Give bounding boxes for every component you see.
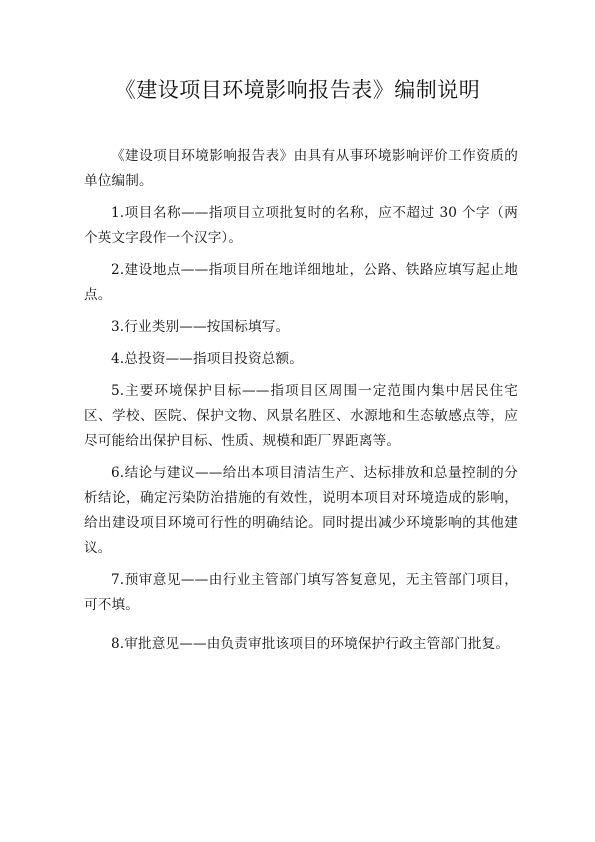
item-approval: 8.审批意见——由负责审批该项目的环境保护行政主管部门批复。: [111, 636, 510, 652]
document-body: [84, 144, 518, 664]
item-industry-category: 3.行业类别——按国标填写。: [111, 319, 290, 335]
item-total-investment: 4.总投资——指项目投资总额。: [111, 351, 303, 367]
intro-paragraph: 《建设项目环境影响报告表》由具有从事环境影响评价工作资质的单位编制。: [84, 148, 518, 189]
item-conclusions: 6.结论与建议——给出本项目清洁生产、达标排放和总量控制的分析结论，确定污染防治措施的有效性，说明本项目对环境造成的影响，给出建设项目环境可行性的明确结论。同时提出减少环境影响的其他建议。: [84, 465, 518, 556]
item-project-name: 1.项目名称——指项目立项批复时的名称，应不超过 30 个字（两个英文字段作一个汉字）。: [84, 205, 518, 246]
item-protection-targets: 5.主要环境保护目标——指项目区周围一定范围内集中居民住宅区、学校、医院、保护文物、风景名胜区、水源地和生态敏感点等，应尽可能给出保护目标、性质、规模和距厂界距离等。: [84, 383, 518, 449]
document-title: 《建设项目环境影响报告表》编制说明: [114, 78, 481, 102]
item-pre-review: 7.预审意见——由行业主管部门填写答复意见，无主管部门项目，可不填。: [84, 572, 518, 613]
item-construction-site: 2.建设地点——指项目所在地详细地址，公路、铁路应填写起止地点。: [84, 262, 518, 303]
